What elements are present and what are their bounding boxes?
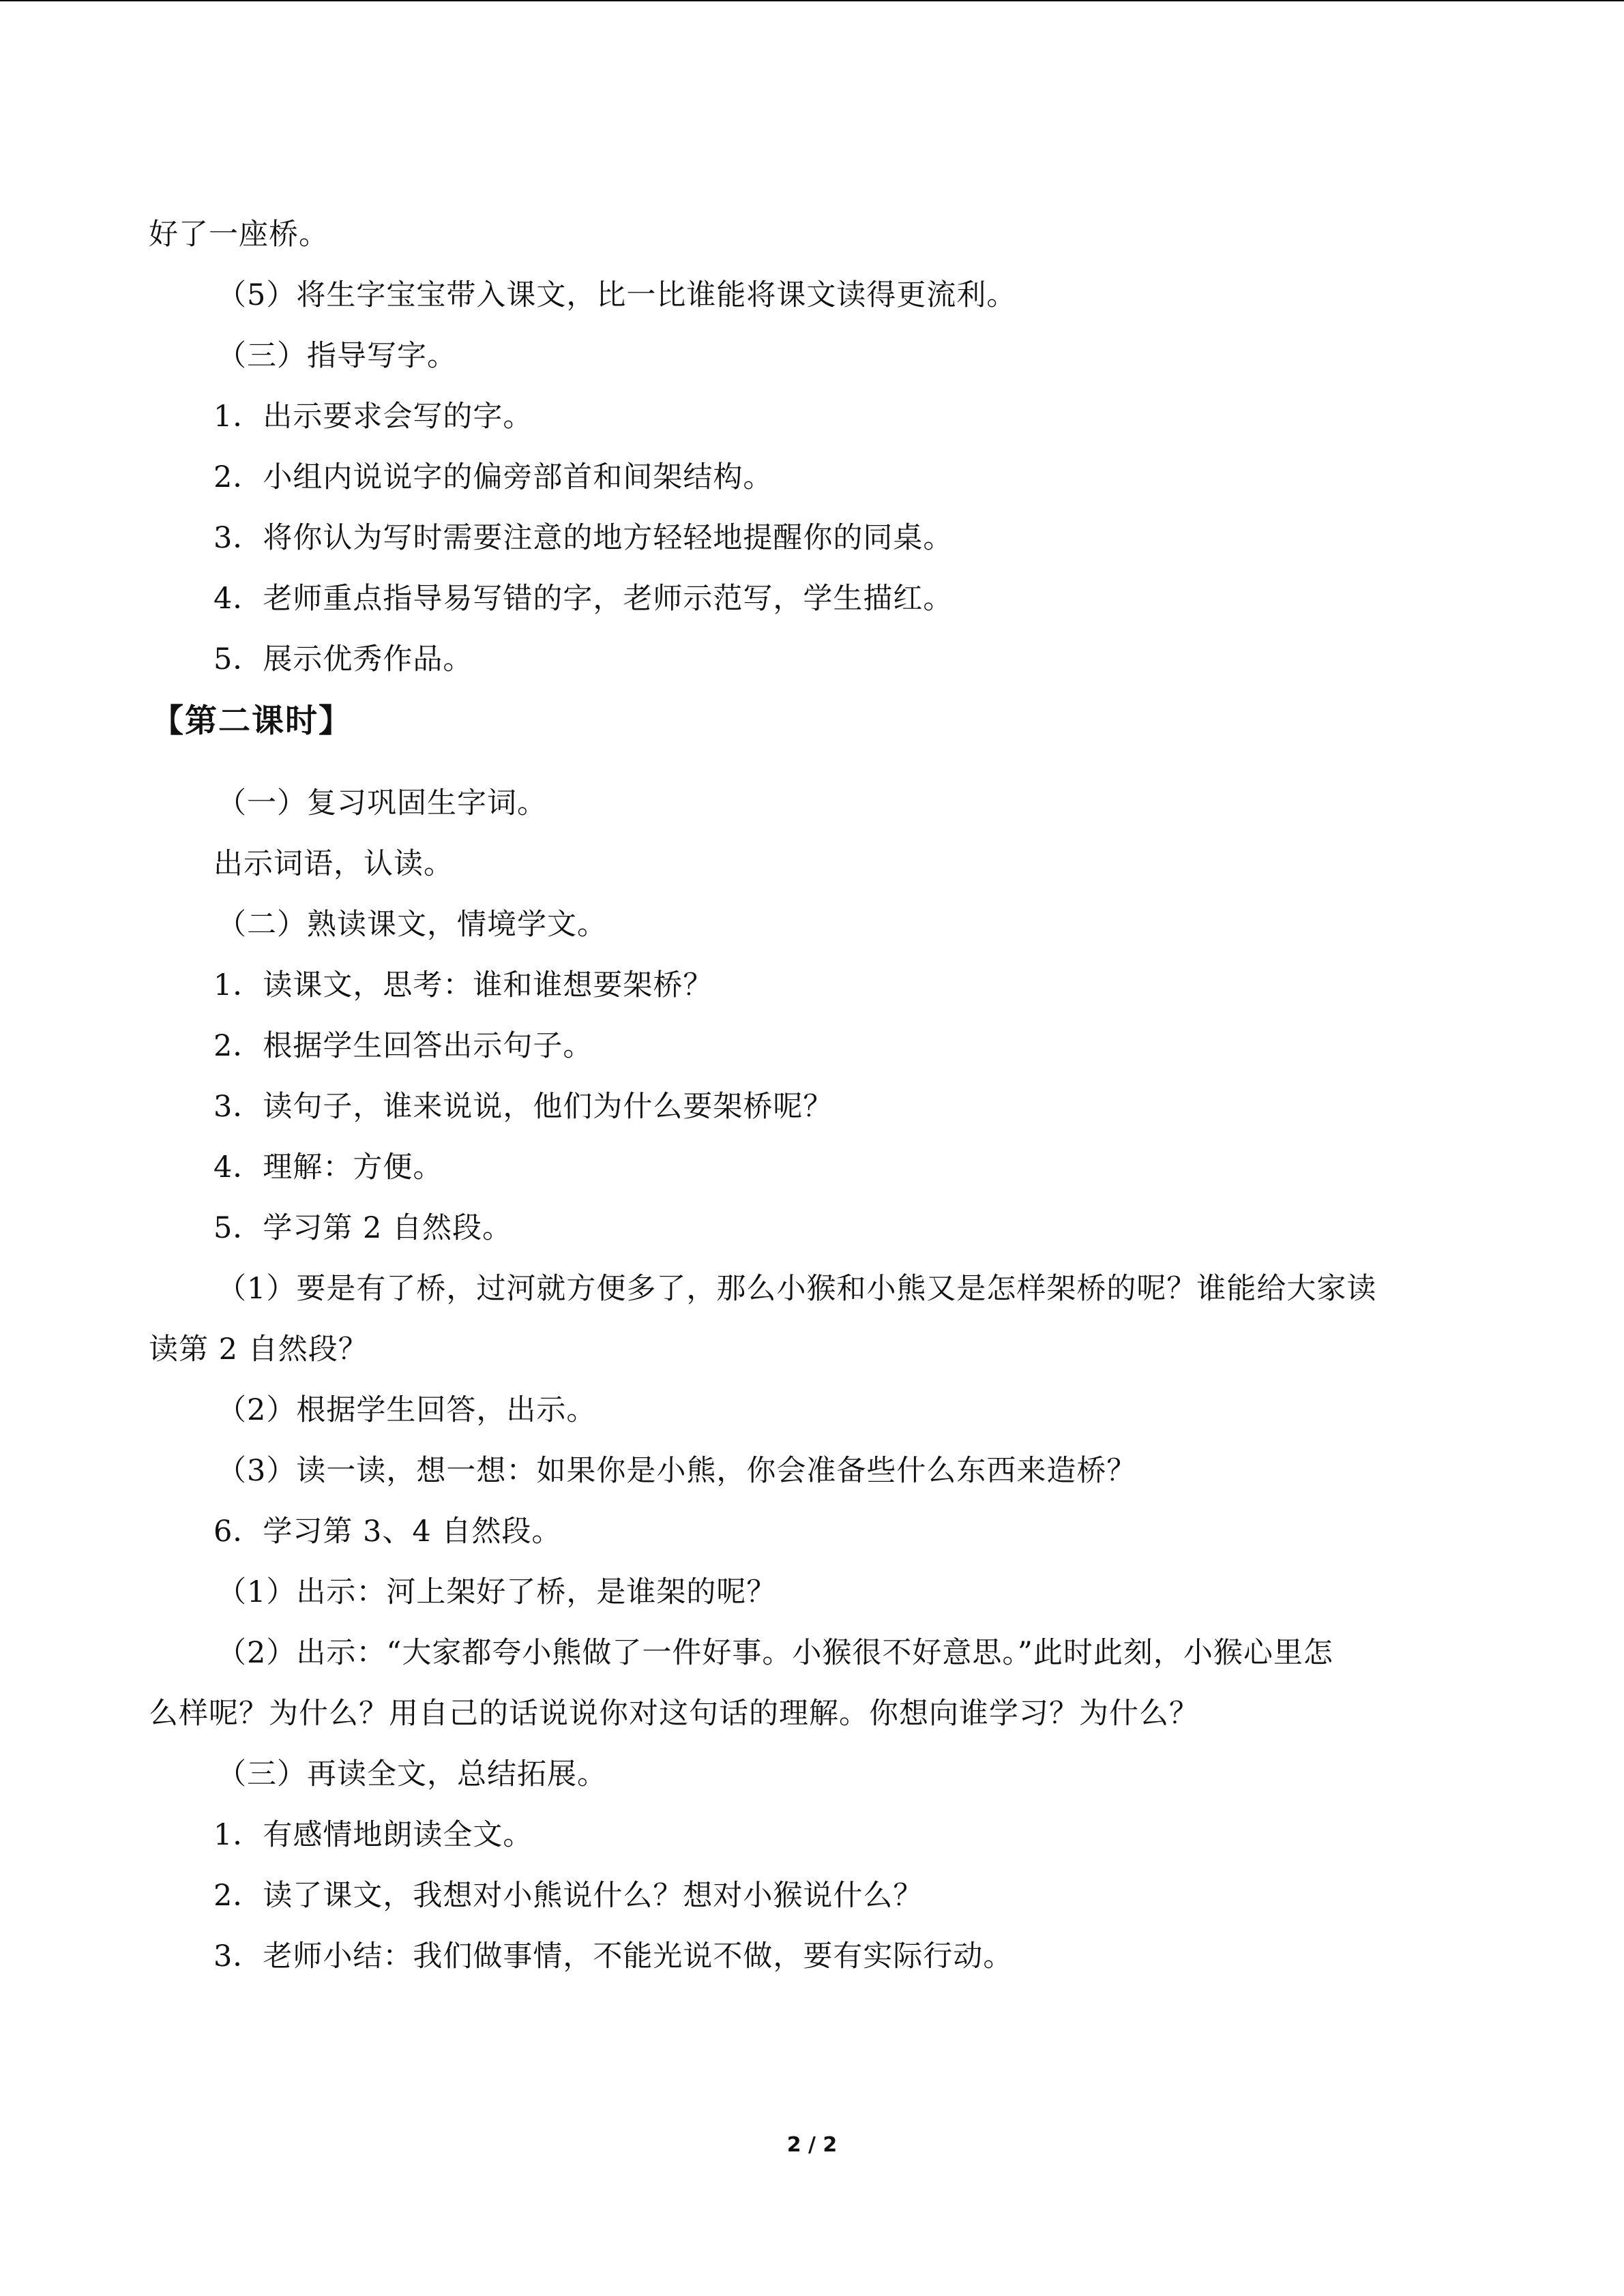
text-line: 1．读课文，思考：谁和谁想要架桥？ — [213, 968, 713, 1002]
text-line: 出示词语，认读。 — [213, 847, 454, 881]
text-line: 3．老师小结：我们做事情，不能光说不做，要有实际行动。 — [213, 1939, 1014, 1973]
page-number: 2 / 2 — [786, 2133, 838, 2157]
text-line: 4．老师重点指导易写错的字，老师示范写，学生描红。 — [213, 582, 954, 616]
text-line: （二）熟读课文，情境学文。 — [217, 908, 607, 942]
text-line: （2）根据学生回答，出示。 — [217, 1393, 597, 1427]
text-line: 6．学习第 3、4 自然段。 — [213, 1515, 562, 1549]
section-heading: 【第二课时】 — [151, 702, 352, 740]
text-line: 2．根据学生回答出示句子。 — [213, 1029, 593, 1063]
text-line: （三）再读全文，总结拓展。 — [217, 1757, 607, 1791]
text-line: （1）要是有了桥，过河就方便多了，那么小猴和小熊又是怎样架桥的呢？谁能给大家读 — [217, 1272, 1377, 1306]
text-line: 么样呢？为什么？用自己的话说说你对这句话的理解。你想向谁学习？为什么？ — [149, 1697, 1199, 1731]
text-line: 1．出示要求会写的字。 — [213, 400, 533, 434]
text-line: 1．有感情地朗读全文。 — [213, 1818, 533, 1852]
text-line: 3．读句子，谁来说说，他们为什么要架桥呢？ — [213, 1090, 833, 1124]
text-line: （一）复习巩固生字词。 — [217, 786, 547, 820]
text-line: （2）出示：“大家都夸小熊做了一件好事。小猴很不好意思。”此时此刻，小猴心里怎 — [217, 1636, 1333, 1670]
text-line: 3．将你认为写时需要注意的地方轻轻地提醒你的同桌。 — [213, 521, 954, 555]
text-line: 5．展示优秀作品。 — [213, 642, 473, 676]
text-line: （1）出示：河上架好了桥，是谁架的呢？ — [217, 1575, 777, 1609]
text-line: 读第 2 自然段？ — [149, 1332, 368, 1367]
text-line: （3）读一读，想一想：如果你是小熊，你会准备些什么东西来造桥？ — [217, 1454, 1137, 1488]
text-line: 好了一座桥。 — [149, 218, 329, 252]
text-line: 2．小组内说说字的偏旁部首和间架结构。 — [213, 460, 773, 494]
text-line: 2．读了课文，我想对小熊说什么？想对小猴说什么？ — [213, 1879, 924, 1913]
text-line: （5）将生字宝宝带入课文，比一比谁能将课文读得更流利。 — [217, 278, 1017, 312]
text-line: 4．理解：方便。 — [213, 1150, 443, 1184]
text-line: 5．学习第 2 自然段。 — [213, 1211, 513, 1245]
text-line: （三）指导写字。 — [217, 339, 457, 373]
